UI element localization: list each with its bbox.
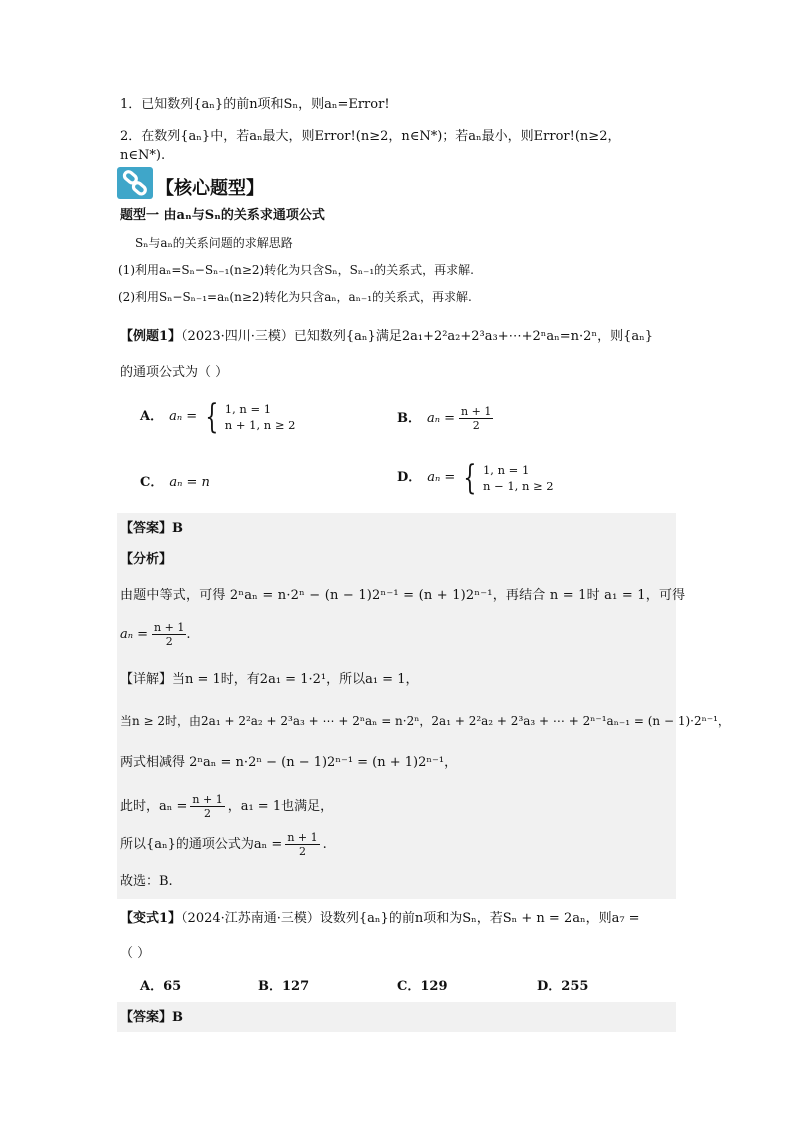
option-a-case-1: 1, n = 1 — [224, 402, 272, 416]
analysis-label: 【分析】 — [120, 552, 173, 567]
analysis-end: . — [186, 626, 191, 642]
detail-5-den: 2 — [298, 845, 306, 858]
option-b-num: n + 1 — [461, 405, 492, 418]
option-b-den: 2 — [472, 419, 480, 432]
detail-4-den: 2 — [204, 807, 212, 820]
analysis-num: n + 1 — [154, 621, 185, 634]
option-a-label: A． — [140, 409, 164, 424]
answer-1: 【答案】B — [120, 521, 183, 536]
option-d-lhs: aₙ = — [427, 470, 456, 485]
detail-4-num: n + 1 — [192, 793, 223, 806]
detail-line-3: 两式相减得 2ⁿaₙ = n·2ⁿ − (n − 1)2ⁿ⁻¹ = (n + 1)2ⁿ⁻¹， — [120, 755, 458, 770]
analysis-result — [120, 621, 190, 648]
option-a-case-2: n + 1, n ≥ 2 — [224, 418, 296, 432]
detail-4-fraction — [190, 793, 224, 820]
option-a-cases: { 1, n = 1 n + 1, n ≥ 2 — [205, 397, 296, 437]
variant-option-d[interactable]: D．255 — [537, 979, 589, 994]
analysis-fraction — [152, 621, 186, 648]
detail-5-pre: 所以{aₙ}的通项公式为aₙ = — [120, 836, 283, 852]
option-c-expr: aₙ = n — [169, 475, 210, 490]
detail-5-post: . — [322, 836, 327, 852]
choose-line: 故选：B. — [120, 874, 173, 889]
variant-answer: 【答案】B — [120, 1010, 183, 1025]
method-step-2: (2)利用Sₙ−Sₙ₋₁=aₙ(n≥2)转化为只含aₙ，aₙ₋₁的关系式，再求解. — [118, 290, 472, 304]
detail-4-pre: 此时，aₙ = — [120, 798, 188, 814]
variant-label: 【变式1】 — [120, 911, 182, 926]
variant1-stem-2: （ ） — [120, 946, 151, 961]
intro-line-2: 2．在数列{aₙ}中，若aₙ最大，则Error!(n≥2，n∈N*)；若aₙ最小，则Error!(n≥2， — [120, 129, 621, 144]
variant-option-c[interactable]: C．129 — [397, 979, 448, 994]
option-b-lhs: aₙ = — [427, 410, 456, 426]
example1-stem-2: 的通项公式为（ ） — [120, 365, 229, 380]
example-source: （2023·四川·三模） — [181, 329, 294, 344]
variant1-stem — [120, 910, 640, 928]
variant-stem-text: 设数列{aₙ}的前n项和为Sₙ，若Sₙ + n = 2aₙ，则a₇ = — [319, 911, 640, 926]
variant-option-a[interactable]: A．65 — [140, 979, 182, 994]
option-b[interactable] — [397, 405, 493, 432]
analysis-den: 2 — [165, 635, 173, 648]
detail-line-1: 【详解】当n = 1时，有2a₁ = 1·2¹，所以a₁ = 1， — [120, 672, 419, 687]
option-c[interactable] — [140, 474, 210, 492]
detail-5-num: n + 1 — [287, 831, 318, 844]
option-d-case-2: n − 1, n ≥ 2 — [482, 479, 554, 493]
variant-option-b[interactable]: B．127 — [258, 979, 310, 994]
intro-line-1: 1．已知数列{aₙ}的前n项和Sₙ，则aₙ=Error! — [120, 97, 390, 112]
detail-5-fraction — [285, 831, 319, 858]
option-b-fraction — [459, 405, 493, 432]
section-header: 【核心题型】 — [156, 178, 264, 199]
method-step-1: (1)利用aₙ=Sₙ−Sₙ₋₁(n≥2)转化为只含Sₙ，Sₙ₋₁的关系式，再求解. — [118, 263, 474, 277]
option-a-lhs: aₙ = — [169, 409, 198, 424]
link-icon — [117, 167, 153, 199]
analysis-lhs: aₙ = — [120, 626, 149, 642]
option-d[interactable] — [397, 458, 554, 498]
option-b-label: B． — [397, 410, 421, 426]
intro-line-3: n∈N*). — [120, 148, 166, 163]
variant-answer-block — [117, 1002, 676, 1032]
method-heading: Sₙ与aₙ的关系问题的求解思路 — [135, 236, 293, 250]
detail-line-4 — [120, 793, 333, 820]
variant-source: （2024·江苏南通·三模） — [181, 911, 320, 926]
detail-line-5 — [120, 831, 327, 858]
option-d-case-1: 1, n = 1 — [482, 463, 530, 477]
option-d-cases: { 1, n = 1 n − 1, n ≥ 2 — [463, 458, 554, 498]
analysis-text: 由题中等式，可得 2ⁿaₙ = n·2ⁿ − (n − 1)2ⁿ⁻¹ = (n + 1)2ⁿ⁻¹，再结合 n = 1时 a₁ = 1，可得 — [120, 588, 686, 603]
option-a[interactable] — [140, 397, 296, 437]
detail-line-2: 当n ≥ 2时，由2a₁ + 2²a₂ + 2³a₃ + ⋯ + 2ⁿaₙ = n·2ⁿ，2a₁ + 2²a₂ + 2³a₃ + ⋯ + 2ⁿ⁻¹aₙ₋₁ = (n − 1)·2ⁿ⁻¹， — [120, 714, 730, 728]
example1-stem — [120, 328, 653, 346]
type1-title: 题型一 由aₙ与Sₙ的关系求通项公式 — [120, 208, 325, 223]
option-c-label: C． — [140, 475, 164, 490]
example-label: 【例题1】 — [120, 329, 182, 344]
example-stem-text: 已知数列{aₙ}满足2a₁+2²a₂+2³a₃+⋯+2ⁿaₙ=n·2ⁿ，则{aₙ} — [293, 329, 653, 344]
detail-4-post: ，a₁ = 1也满足， — [227, 798, 334, 814]
option-d-label: D． — [397, 470, 422, 485]
